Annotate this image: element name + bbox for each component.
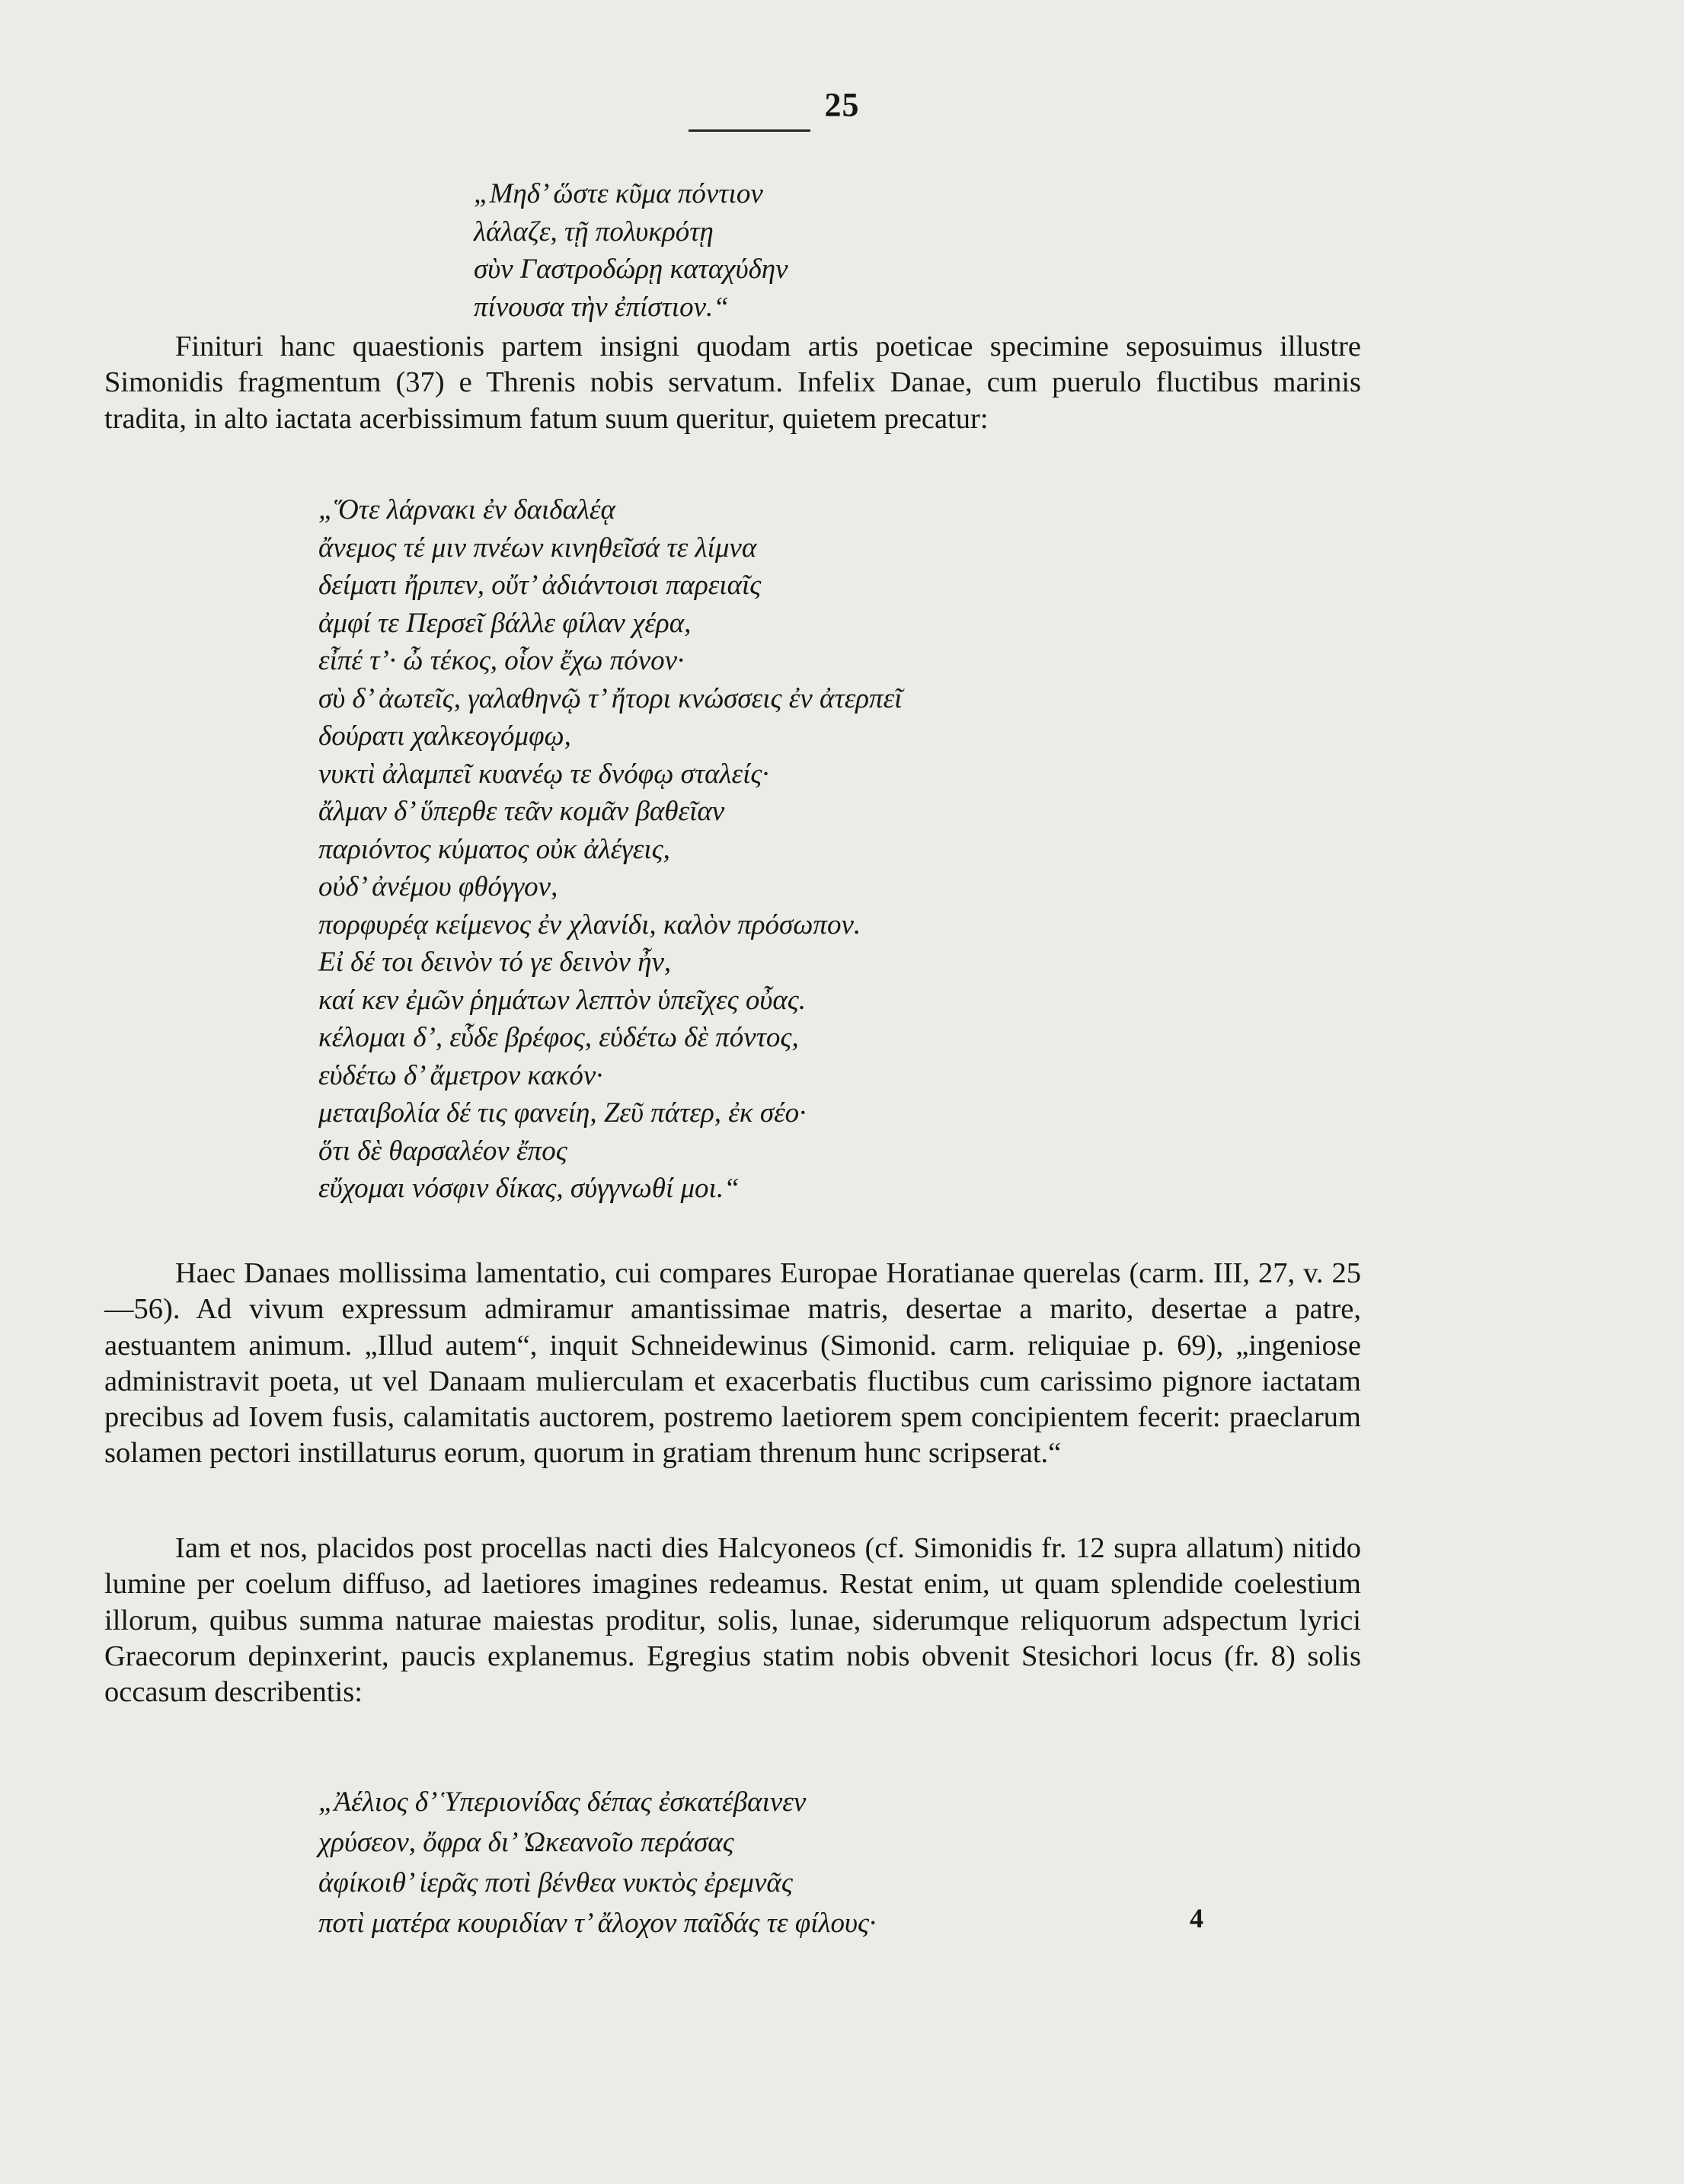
paragraph-3 <box>104 1531 1361 1710</box>
verse-line: πορφυρέᾳ κείμενος ἐν χλανίδι, καλὸν πρόσωπον. <box>318 908 861 940</box>
verse-line: Εἰ δέ τοι δεινὸν τό γε δεινὸν ἦν, <box>318 947 672 978</box>
paragraph-2 <box>104 1256 1361 1472</box>
verse-line: πίνουσα τὴν ἐπίστιον.“ <box>474 291 729 323</box>
verse-line: δείματι ἤριπεν, οὔτ’ ἀδιάντοισι παρειαῖς <box>318 570 762 601</box>
paragraph-text: Haec Danaes mollissima lamentatio, cui compares Europae Horatianae querelas (carm. III, 27, v. 25—56). Ad vivum expressum admiramur amantissimae matris, desertae a marito, desertae a patre, aestuantem animum. „Illud autem“, inquit Schneidewinus (Simonid. carm. reliquiae p. 69), „ingeniose administravit poeta, ut vel Danaam mulierculam et exacerbatis fluctibus cum carissimo pignore iactatam precibus ad Iovem fusis, calamitatis auctorem, postremo laetiorem spem concipientem fecerit: praeclarum solamen pectori instillaturus eorum, quorum in gratiam threnum hunc scripserat.“ <box>104 1257 1361 1470</box>
verse-line: καί κεν ἐμῶν ῥημάτων λεπτὸν ὑπεῖχες οὖας. <box>318 984 807 1016</box>
paragraph-1 <box>104 329 1361 437</box>
paragraph-text: Finituri hanc quaestionis partem insigni quodam artis poeticae specimine seposuimus illustre Simonidis fragmentum (37) e Threnis nobis servatum. Infelix Danae, cum puerulo fluctibus marinis tradita, in alto iactata acerbissimum fatum suum queritur, quietem precatur: <box>104 330 1361 435</box>
verse-line: εἶπέ τ’· ὦ τέκος, οἷον ἔχω πόνον· <box>318 645 685 676</box>
verse-line: εὔχομαι νόσφιν δίκας, σύγγνωθί μοι.“ <box>318 1173 740 1204</box>
verse-line: σὺ δ’ ἀωτεῖς, γαλαθηνῷ τ’ ἤτορι κνώσσεις ἐν ἀτερπεῖ <box>318 682 903 714</box>
verse-line: δούρατι χαλκεογόμφῳ, <box>318 720 571 752</box>
verse-line: χρύσεον, ὄφρα δι’ Ὠκεανοῖο περάσας <box>318 1827 734 1858</box>
verse-quotation-simonides <box>318 491 902 1208</box>
verse-line: ποτὶ ματέρα κουριδίαν τ’ ἄλοχον παῖδάς τε φίλους· <box>318 1908 877 1939</box>
verse-line: λάλαζε, τῇ πολυκρότῃ <box>474 216 714 247</box>
verse-quotation-stesichorus <box>318 1782 876 1943</box>
verse-line: εὑδέτω δ’ ἄμετρον κακόν· <box>318 1059 603 1091</box>
verse-line: ἀφίκοιθ’ ἱερᾶς ποτὶ βένθεα νυκτὸς ἐρεμνᾶς <box>318 1867 793 1898</box>
verse-line: ἄλμαν δ’ ὕπερθε τεᾶν κομᾶν βαθεῖαν <box>318 796 725 827</box>
verse-quotation-1 <box>474 175 788 326</box>
verse-line: ἄνεμος τέ μιν πνέων κινηθεῖσά τε λίμνα <box>318 532 757 564</box>
verse-line: μεταιβολία δέ τις φανείη, Ζεῦ πάτερ, ἐκ σέο· <box>318 1097 807 1129</box>
verse-line: σὺν Γαστροδώρῃ καταχύδην <box>474 254 788 285</box>
verse-line: παριόντος κύματος οὐκ ἀλέγεις, <box>318 833 670 865</box>
verse-line: ἀμφί τε Περσεῖ βάλλε φίλαν χέρα, <box>318 607 692 639</box>
verse-line: „Ὅτε λάρνακι ἐν δαιδαλέᾳ <box>318 494 615 525</box>
verse-line: „Ἀέλιος δ’ Ὑπεριονίδας δέπας ἐσκατέβαινεν <box>318 1786 807 1818</box>
verse-line: ὅτι δὲ θαρσαλέον ἔπος <box>318 1135 567 1167</box>
verse-line: νυκτὶ ἀλαμπεῖ κυανέῳ τε δνόφῳ σταλείς· <box>318 758 769 790</box>
header-rule <box>689 129 810 132</box>
verse-line: „Μηδ’ ὥστε κῦμα πόντιον <box>474 178 763 209</box>
verse-line: κέλομαι δ’, εὗδε βρέφος, εὑδέτω δὲ πόντος, <box>318 1022 799 1053</box>
verse-line: οὐδ’ ἀνέμου φθόγγον, <box>318 871 558 902</box>
page-number: 25 <box>824 86 860 123</box>
signature-mark: 4 <box>1190 1903 1203 1933</box>
paragraph-text: Iam et nos, placidos post procellas nacti dies Halcyoneos (cf. Simonidis fr. 12 supra allatum) nitido lumine per coelum diffuso, ad laetiores imagines redeamus. Restat enim, ut quam splendide coelestium illorum, quibus summa naturae maiestas proditur, solis, lunae, siderumque reliquorum adspectum lyrici Graecorum depinxerint, paucis explanemus. Egregius statim nobis obvenit Stesichori locus (fr. 8) solis occasum describentis: <box>104 1532 1361 1709</box>
